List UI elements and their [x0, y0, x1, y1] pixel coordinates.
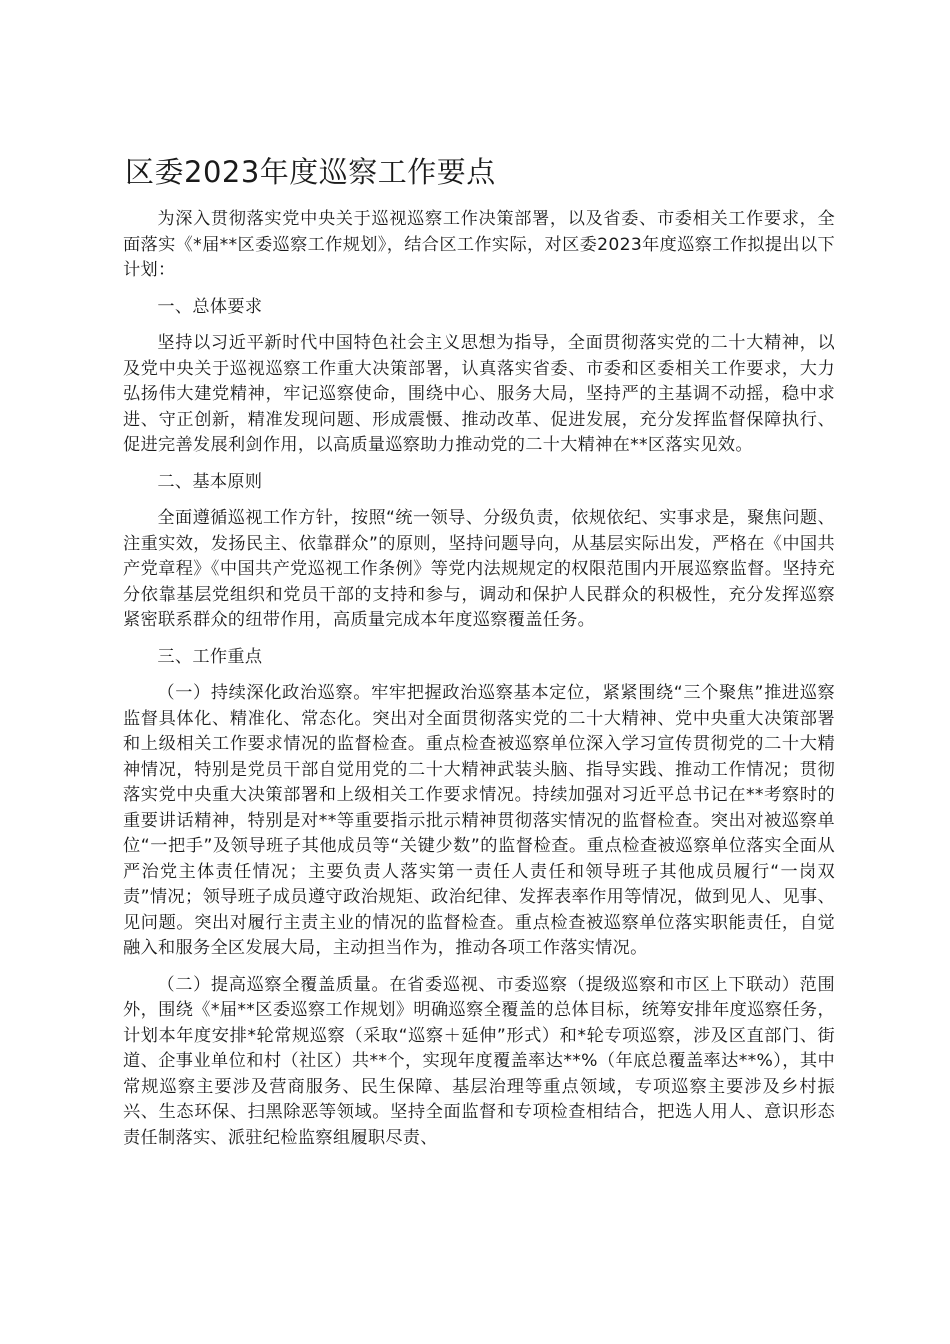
section-paragraph: 坚持以习近平新时代中国特色社会主义思想为指导，全面贯彻落实党的二十大精神，以及党中央关于巡视巡察工作重大决策部署，认真落实省委、市委和区委相关工作要求，大力弘扬伟大建党精神，牢记巡察使命，围绕中心、服务大局，坚持严的主基调不动摇，稳中求进、守正创新，精准发现问题、形成震慑、推动改革、促进发展，充分发挥监督保障执行、促进完善发展利剑作用，以高质量巡察助力推动党的二十大精神在**区落实见效。	[123, 333, 835, 455]
section-heading-basic-principles: 二、基本原则	[157, 471, 263, 492]
section-paragraph: （一）持续深化政治巡察。牢牢把握政治巡察基本定位，紧紧围绕“三个聚焦”推进巡察监督具体化、精准化、常态化。突出对全面贯彻落实党的二十大精神、党中央重大决策部署和上级相关工作要求情况的监督检查。重点检查被巡察单位深入学习宣传贯彻党的二十大精神情况，特别是党员干部自觉用党的二十大精神武装头脑、指导实践、推动工作情况；贯彻落实党中央重大决策部署和上级相关工作要求情况。持续加强对习近平总书记在**考察时的重要讲话精神，特别是对**等重要指示批示精神贯彻落实情况的监督检查。突出对被巡察单位“一把手”及领导班子其他成员等“关键少数”的监督检查。重点检查被巡察单位落实全面从严治党主体责任情况；主要负责人落实第一责任人责任和领导班子其他成员履行“一岗双责”情况；领导班子成员遵守政治规矩、政治纪律、发挥表率作用等情况，做到见人、见事、见问题。突出对履行主责主业的情况的监督检查。重点检查被巡察单位落实职能责任，自觉融入和服务全区发展大局，主动担当作为，推动各项工作落实情况。	[123, 683, 835, 958]
section-paragraph: 全面遵循巡视工作方针，按照“统一领导、分级负责，依规依纪、实事求是，聚焦问题、注重实效，发扬民主、依靠群众”的原则，坚持问题导向，从基层实际出发，严格在《中国共产党章程》《中国共产党巡视工作条例》等党内法规规定的权限范围内开展巡察监督。坚持充分依靠基层党组织和党员干部的支持和参与，调动和保护人民群众的积极性，充分发挥巡察紧密联系群众的纽带作用，高质量完成本年度巡察覆盖任务。	[123, 508, 835, 630]
section-paragraph: （二）提高巡察全覆盖质量。在省委巡视、市委巡察（提级巡察和市区上下联动）范围外，围绕《*届**区委巡察工作规划》明确巡察全覆盖的总体目标，统筹安排年度巡察任务，计划本年度安排*轮常规巡察（采取“巡察＋延伸”形式）和*轮专项巡察，涉及区直部门、街道、企事业单位和村（社区）共**个，实现年度覆盖率达**%（年底总覆盖率达**%），其中常规巡察主要涉及营商服务、民生保障、基层治理等重点领域，专项巡察主要涉及乡村振兴、生态环保、扫黑除恶等领域。坚持全面监督和专项检查相结合，把选人用人、意识形态责任制落实、派驻纪检监察组履职尽责、	[123, 974, 835, 1148]
document-title: 区委2023年度巡察工作要点	[125, 155, 496, 189]
document-body	[123, 207, 835, 1162]
section-heading-general-requirements: 一、总体要求	[157, 296, 263, 317]
intro-paragraph: 为深入贯彻落实党中央关于巡视巡察工作决策部署，以及省委、市委相关工作要求，全面落实《*届**区委巡察工作规划》，结合区工作实际，对区委2023年度巡察工作拟提出以下计划：	[123, 209, 835, 280]
section-heading-work-focus: 三、工作重点	[157, 646, 263, 667]
